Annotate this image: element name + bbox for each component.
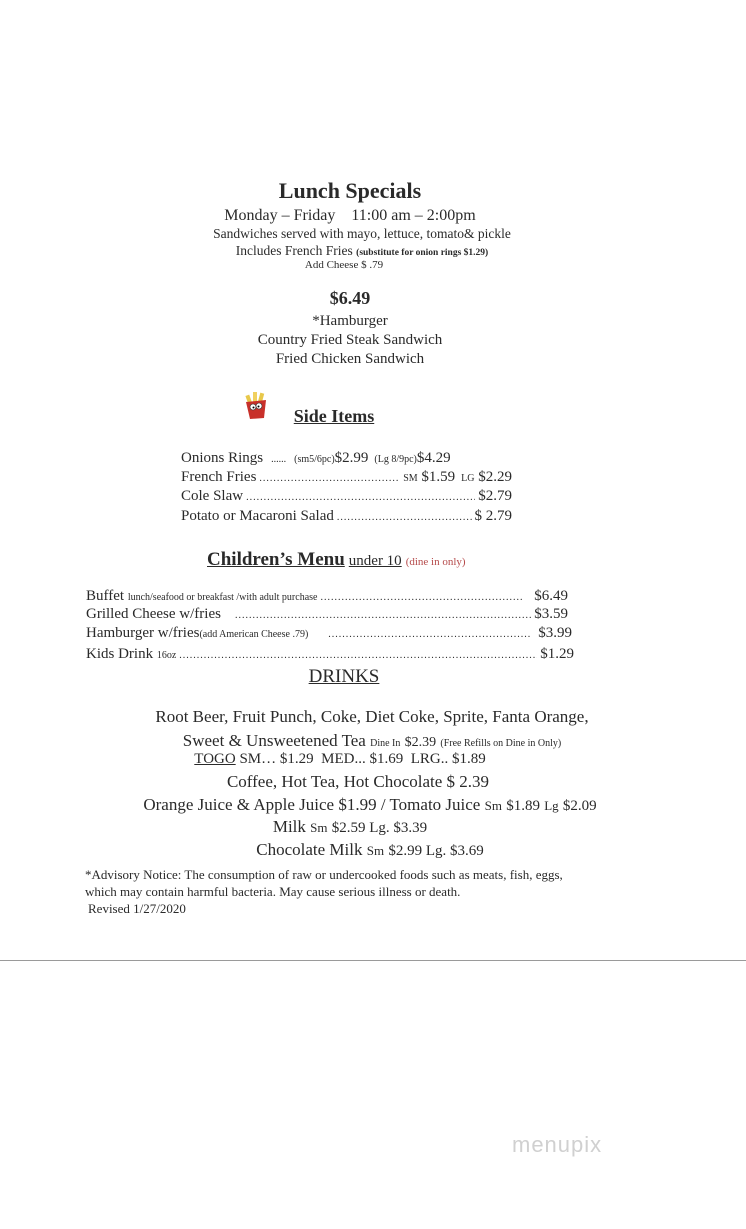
lunch-title: Lunch Specials — [278, 178, 422, 203]
children-item — [86, 625, 572, 642]
item-price: $4.29 — [416, 450, 451, 466]
refill-note: (Free Refills on Dine in Only) — [440, 738, 562, 749]
side-item-french-fries — [181, 469, 512, 486]
lunch-price: $6.49 — [329, 288, 371, 308]
size-sm: Sm — [484, 798, 502, 813]
item-price: $3.59 — [534, 606, 568, 622]
children-item — [86, 606, 568, 623]
choc-milk-label: Chocolate Milk — [256, 840, 363, 859]
lunch-includes — [12, 243, 712, 259]
price: $1.89 — [506, 798, 540, 814]
lunch-item: *Hamburger — [312, 313, 388, 329]
item-name: Grilled Cheese w/fries — [86, 606, 221, 622]
item-size: LG — [461, 473, 475, 484]
drinks-hot: Coffee, Hot Tea, Hot Chocolate $ 2.39 — [226, 772, 490, 791]
item-name: Buffet — [86, 588, 125, 604]
children-item — [86, 646, 574, 663]
children-note: (dine in only) — [405, 556, 466, 568]
item-name: Onions Rings — [181, 450, 264, 466]
item-price: $2.79 — [478, 488, 512, 504]
menupix-watermark: menupix — [512, 1132, 603, 1157]
advisory-notice — [85, 866, 563, 917]
item-name: Kids Drink — [86, 646, 154, 662]
item-detail: (add American Cheese .79) — [199, 629, 309, 640]
drinks-tea — [22, 731, 722, 751]
advisory-line: *Advisory Notice: The consumption of raw or undercooked foods such as meats, fish, eggs, — [85, 867, 563, 882]
size-sm: Sm — [366, 843, 385, 858]
drinks-milk — [0, 817, 700, 837]
children-age: under 10 — [348, 553, 402, 569]
item-detail: lunch/seafood or breakfast /with adult purchase — [127, 592, 318, 603]
item-price: $3.99 — [538, 625, 572, 641]
side-item-onion-rings: Onions Rings ...... (sm5/6pc) $2.99 (Lg 8/9pc) $4.29 — [181, 450, 451, 466]
children-menu-heading — [207, 549, 466, 571]
size-lg: Lg — [544, 798, 559, 813]
item-price: $1.29 — [540, 646, 574, 662]
children-title: Children’s Menu — [207, 549, 345, 570]
lunch-served: Sandwiches served with mayo, lettuce, tomato& pickle — [213, 226, 511, 241]
drinks-sodas: Root Beer, Fruit Punch, Coke, Diet Coke, Sprite, Fanta Orange, — [155, 707, 589, 726]
togo-label: TOGO — [194, 751, 236, 767]
includes-text: Includes French Fries — [235, 243, 353, 258]
item-price: $ 2.79 — [474, 508, 512, 524]
drinks-chocolate-milk — [20, 840, 720, 860]
item-price: $2.29 — [478, 469, 512, 485]
add-cheese: Add Cheese $ .79 — [304, 259, 384, 271]
price: $2.09 — [562, 798, 597, 814]
children-item — [86, 588, 568, 605]
juice-label: Orange Juice & Apple Juice $1.99 / Tomato Juice — [143, 795, 481, 814]
drinks-juice — [20, 795, 720, 815]
item-price: $1.59 — [421, 469, 456, 485]
item-detail: 16oz — [156, 650, 177, 661]
price: $2.59 Lg. $3.39 — [331, 820, 428, 836]
dine-in-label: Dine In — [370, 738, 401, 749]
milk-label: Milk — [272, 817, 306, 836]
item-name: Hamburger w/fries — [86, 625, 200, 641]
lunch-hours: Monday – Friday 11:00 am – 2:00pm — [224, 207, 476, 224]
drinks-title: DRINKS — [308, 666, 380, 687]
item-name: Cole Slaw — [181, 488, 244, 504]
item-price: $2.99 — [334, 450, 369, 466]
substitute-note: (substitute for onion rings $1.29) — [356, 248, 489, 258]
revised-date: Revised 1/27/2020 — [88, 901, 186, 916]
item-size: SM — [403, 473, 418, 484]
item-name: Potato or Macaroni Salad — [181, 508, 334, 524]
item-size: (Lg 8/9pc) — [374, 454, 417, 465]
drinks-togo — [0, 751, 690, 768]
size-sm: Sm — [310, 820, 328, 835]
lunch-item: Country Fried Steak Sandwich — [257, 332, 443, 348]
side-item-salad — [181, 508, 512, 525]
side-items-title: Side Items — [293, 406, 375, 426]
item-size: (sm5/6pc) — [294, 454, 335, 465]
tea-price: $2.39 — [404, 735, 437, 750]
advisory-line: which may contain harmful bacteria. May cause serious illness or death. — [85, 884, 461, 899]
tea-label: Sweet & Unsweetened Tea — [182, 731, 366, 750]
lunch-item: Fried Chicken Sandwich — [275, 351, 425, 367]
item-price: $6.49 — [534, 588, 568, 604]
price: $2.99 Lg. $3.69 — [388, 843, 484, 859]
side-item-cole-slaw — [181, 488, 512, 505]
item-name: French Fries — [181, 469, 257, 485]
page-divider — [0, 960, 746, 961]
togo-prices: SM… $1.29 MED... $1.69 LRG.. $1.89 — [235, 751, 486, 767]
